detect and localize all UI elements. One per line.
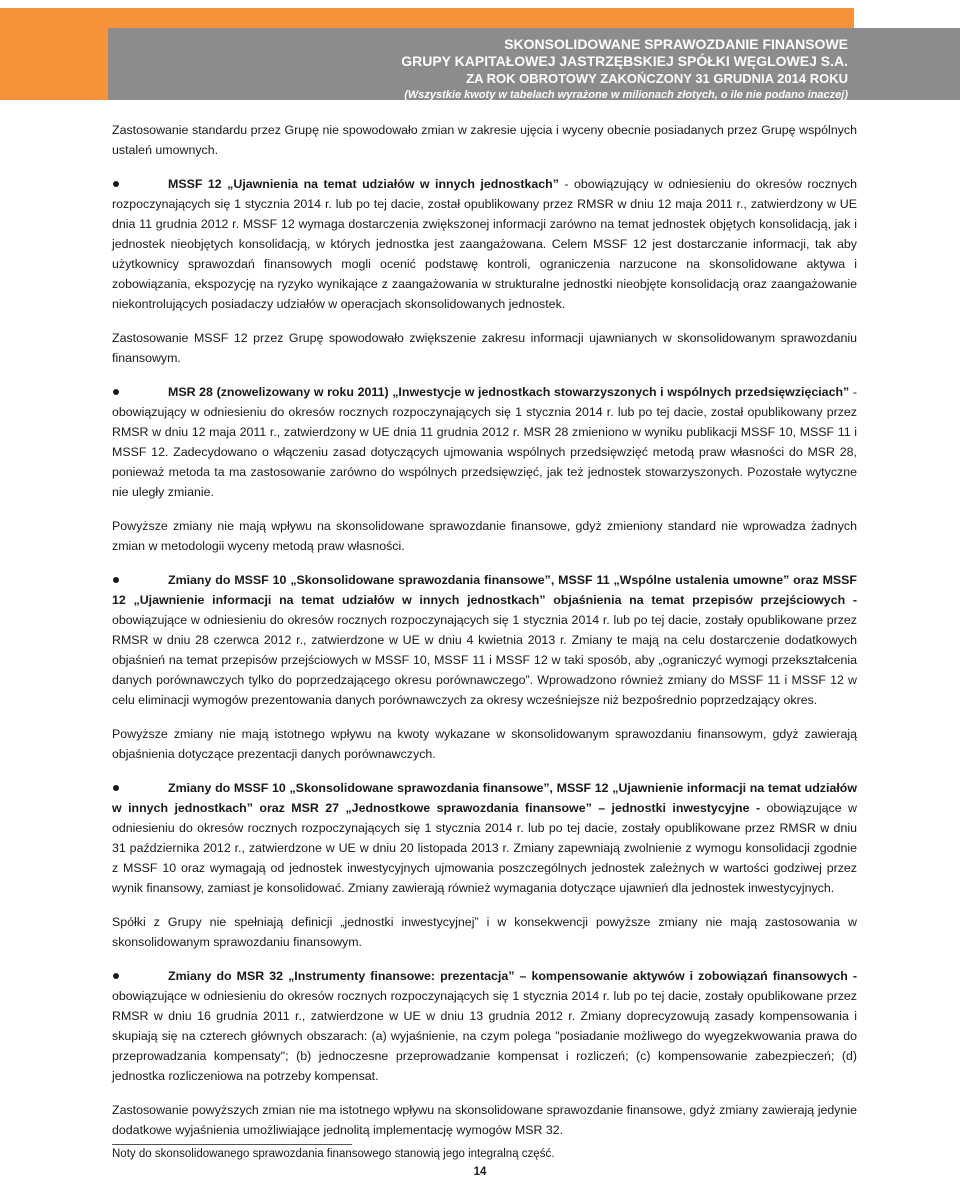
paragraph: Powyższe zmiany nie mają wpływu na skonsolidowane sprawozdanie finansowe, gdyż zmieniony standard nie wprowadza żadnych zmian w metodologii wyceny metodą praw własności.: [112, 519, 857, 553]
paragraph: Zastosowanie powyższych zmian nie ma istotnego wpływu na skonsolidowane sprawozdanie finansowe, gdyż zmiany zawierają jedynie dodatkowe wyjaśnienia umożliwiające jednolitą implementację wymogów MSR 32.: [112, 1103, 857, 1137]
bullet-text: - obowiązujący w odniesieniu do okresów rocznych rozpoczynających się 1 stycznia 2014 r. lub po tej dacie, został opublikowany przez RMSR w dniu 12 maja 2011 r., zatwierdzony w UE dnia 11 grudnia 2012 r. MSSF 12 wymaga dostarczenia zwiększonej informacji zarówno na temat jednostek objętych konsolidacją, jak i jednostek nieobjętych konsolidacją, w których jednostka jest zaangażowana. Celem MSSF 12 jest dostarczanie informacji, tak aby użytkownicy sprawozdań finansowych mogli ocenić podstawę kontroli, ograniczenia narzucone na skonsolidowane aktywa i zobowiązania, ekspozycję na ryzyko wynikające z zaangażowania w strukturalne jednostki nieobjęte konsolidacją oraz zaangażowanie niekontrolujących posiadaczy udziałów w operacjach skonsolidowanych jednostek.: [112, 177, 857, 311]
header-orange-block: [0, 8, 108, 100]
page-number: 14: [473, 1166, 487, 1178]
document-body: [112, 120, 857, 1154]
bullet-title: MSSF 12 „Ujawnienia na temat udziałów w innych jednostkach”: [168, 177, 559, 191]
footer-note: Noty do skonsolidowanego sprawozdania finansowego stanowią jego integralną część.: [112, 1148, 555, 1160]
bullet-title: Zmiany do MSR 32 „Instrumenty finansowe: prezentacja” – kompensowanie aktywów i zobowiązań finansowych -: [168, 969, 857, 983]
header-line-3: ZA ROK OBROTOWY ZAKOŃCZONY 31 GRUDNIA 2014 ROKU: [466, 71, 848, 86]
paragraph: Zastosowanie standardu przez Grupę nie spowodowało zmian w zakresie ujęcia i wyceny obecnie posiadanych przez Grupę wspólnych ustaleń umownych.: [112, 123, 857, 157]
bullet-paragraph: [112, 382, 857, 502]
bullet-text: obowiązujące w odniesieniu do okresów rocznych rozpoczynających się 1 stycznia 2014 r. lub po tej dacie, zostały opublikowane przez RMSR w dniu 31 października 2012 r., zatwierdzone w UE w dniu 20 listopada 2013 r. Zmiany zapewniają zwolnienie z wymogu konsolidacji zgodnie z MSSF 10 oraz wymagają od jednostek inwestycyjnych ujmowania poszczególnych jednostek zależnych w wartości godziwej przez wynik finansowy, zamiast je konsolidować. Zmiany zawierają również wymagania dotyczące ujawnień dla jednostek inwestycyjnych.: [112, 801, 857, 895]
bullet-text: - obowiązujący w odniesieniu do okresów rocznych rozpoczynających się 1 stycznia 2014 r. lub po tej dacie, został opublikowany przez RMSR w dniu 12 maja 2011 r., zatwierdzony w UE dnia 11 grudnia 2012 r. MSR 28 zmieniono w wyniku publikacji MSSF 10, MSSF 11 i MSSF 12. Zadecydowano o włączeniu zasad dotyczących ujmowania wspólnych przedsięwzięć metodą praw własności do MSR 28, ponieważ metoda ta ma zastosowanie zarówno do wspólnych przedsięwzięć, jak też jednostek stowarzyszonych. Pozostałe wytyczne nie uległy zmianie.: [112, 385, 857, 499]
footer-divider: [112, 1144, 352, 1145]
document-header: [128, 36, 848, 104]
bullet-title: MSR 28 (znowelizowany w roku 2011) „Inwestycje w jednostkach stowarzyszonych i wspólnych przedsięwzięciach”: [168, 385, 850, 399]
paragraph: Powyższe zmiany nie mają istotnego wpływu na kwoty wykazane w skonsolidowanym sprawozdaniu finansowym, gdyż zawierają objaśnienia dotyczące prezentacji danych porównawczych.: [112, 727, 857, 761]
header-orange-strip: [108, 8, 854, 28]
bullet-text: obowiązujące w odniesieniu do okresów rocznych rozpoczynających się 1 stycznia 2014 r. lub po tej dacie, zostały opublikowane przez RMSR w dniu 28 czerwca 2012 r., zatwierdzone w UE w dniu 4 kwietnia 2013 r. Zmiany te mają na celu dostarczenie dodatkowych objaśnień na temat przepisów przejściowych w MSSF 10, MSSF 11 i MSSF 12 w taki sposób, aby „ograniczyć wymogi przekształcenia danych porównawczych tylko do poprzedzającego okresu porównawczego”. Wprowadzono również zmiany do MSSF 11 i MSSF 12 w celu eliminacji wymogów prezentowania danych porównawczych za okresy wcześniejsze niż bezpośrednio poprzedzający okres.: [112, 613, 857, 707]
header-white-corner: [854, 8, 960, 28]
bullet-title: Zmiany do MSSF 10 „Skonsolidowane sprawozdania finansowe”, MSSF 11 „Wspólne ustalenia umowne” oraz MSSF 12 „Ujawnienie informacji na temat udziałów w innych jednostkach” objaśnienia na temat przepisów przejściowych -: [112, 573, 857, 607]
bullet-paragraph: [112, 174, 857, 314]
bullet-paragraph: [112, 570, 857, 710]
bullet-text: obowiązujące w odniesieniu do okresów rocznych rozpoczynających się 1 stycznia 2014 r. lub po tej dacie, zostały opublikowane przez RMSR w dniu 16 grudnia 2011 r., zatwierdzone w UE w dniu 13 grudnia 2012 r. Zmiany doprecyzowują zasady kompensowania i skupiają się na czterech głównych obszarach: (a) wyjaśnienie, na czym polega "posiadanie możliwego do wyegzekwowania prawa do przeprowadzania kompensaty"; (b) jednoczesne przeprowadzanie kompensat i rozliczeń; (c) kompensowanie zabezpieczeń; (d) jednostka rozliczeniowa na potrzeby kompensat.: [112, 989, 857, 1083]
bullet-title: Zmiany do MSSF 10 „Skonsolidowane sprawozdania finansowe”, MSSF 12 „Ujawnienie informacji na temat udziałów w innych jednostkach” oraz MSR 27 „Jednostkowe sprawozdania finansowe” – jednostki inwestycyjne -: [112, 781, 857, 815]
header-line-1: SKONSOLIDOWANE SPRAWOZDANIE FINANSOWE: [504, 36, 848, 52]
paragraph: Spółki z Grupy nie spełniają definicji „jednostki inwestycyjnej” i w konsekwencji powyższe zmiany nie mają zastosowania w skonsolidowanym sprawozdaniu finansowym.: [112, 915, 857, 949]
bullet-paragraph: [112, 778, 857, 898]
header-line-4: (Wszystkie kwoty w tabelach wyrażone w milionach złotych, o ile nie podano inaczej): [404, 89, 848, 101]
bullet-paragraph: [112, 966, 857, 1086]
header-line-2: GRUPY KAPITAŁOWEJ JASTRZĘBSKIEJ SPÓŁKI WĘGLOWEJ S.A.: [401, 53, 848, 69]
paragraph: Zastosowanie MSSF 12 przez Grupę spowodowało zwiększenie zakresu informacji ujawnianych w skonsolidowanym sprawozdaniu finansowym.: [112, 331, 857, 365]
